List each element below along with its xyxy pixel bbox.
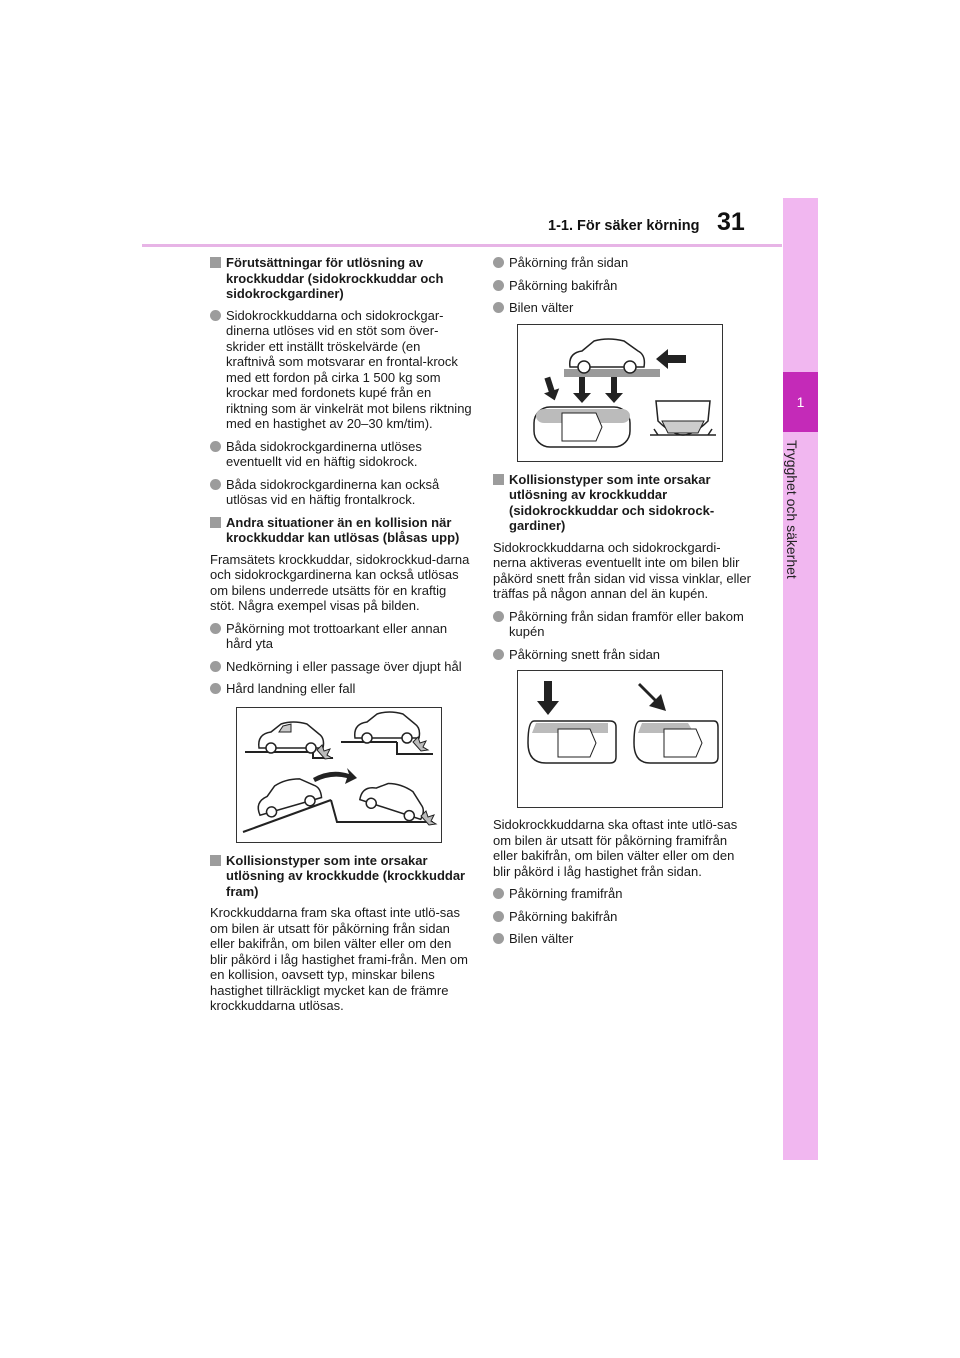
circle-bullet-icon — [210, 661, 221, 672]
list-item: Påkörning mot trottoarkant eller annan hård yta — [210, 621, 472, 652]
list-item: Påkörning bakifrån — [493, 278, 753, 294]
list-item: Sidokrockkuddarna och sidokrockgar-dinerna utlöses vid en stöt som över-skrider ett inställt tröskelvärde (en kraftnivå som motsvarar en frontal-krock med ett fordon på cirka 1 500 kg som krockar med fordonets kupé från en riktning som är vinkelrät mot bilens riktning med en hastighet av 20–30 km/tim). — [210, 308, 472, 432]
chapter-number-box[interactable] — [783, 372, 818, 432]
chapter-number: 1 — [796, 394, 805, 410]
square-bullet-icon — [210, 517, 221, 528]
right-column — [493, 255, 753, 954]
list-item: Nedkörning i eller passage över djupt hål — [210, 659, 472, 675]
list-item: Påkörning snett från sidan — [493, 647, 753, 663]
circle-bullet-icon — [210, 683, 221, 694]
car-top-view-icon — [528, 721, 616, 763]
page-number: 31 — [717, 208, 745, 236]
chapter-label: Trygghet och säkerhet — [784, 440, 800, 579]
paragraph: Krockkuddarna fram ska oftast inte utlö-sas om bilen är utsatt för påkörning från sidan eller bakifrån, om bilen välter eller om den blir påkörd i låg hastighet frami-från. Men om en kollision, oavsett typ, minskar bilens hastighet tillräckligt mycket kan de främre krockkuddarna utlösas. — [210, 905, 468, 1013]
car-rollover-icon — [650, 401, 716, 435]
section-heading: Andra situationer än en kollision när krockkuddar kan utlösas (blåsas upp) — [210, 515, 472, 546]
list-item: Bilen välter — [493, 300, 753, 316]
arrow-left-icon — [656, 349, 686, 369]
circle-bullet-icon — [493, 911, 504, 922]
circle-bullet-icon — [493, 302, 504, 313]
list-item: Bilen välter — [493, 931, 753, 947]
list-item: Påkörning bakifrån — [493, 909, 753, 925]
circle-bullet-icon — [493, 257, 504, 268]
square-bullet-icon — [493, 474, 504, 485]
list-item: Påkörning från sidan — [493, 255, 753, 271]
circle-bullet-icon — [210, 623, 221, 634]
circle-bullet-icon — [493, 611, 504, 622]
left-column — [210, 255, 472, 1021]
list-item: Påkörning från sidan framför eller bakom kupén — [493, 609, 753, 640]
list-item: Hård landning eller fall — [210, 681, 472, 697]
circle-bullet-icon — [493, 649, 504, 660]
car-icon — [355, 712, 420, 743]
car-icon — [570, 339, 645, 373]
car-icon — [253, 772, 324, 820]
section-heading: Förutsättningar för utlösning av krockkuddar (sidokrockkuddar och sidokrockgardiner) — [210, 255, 472, 302]
arrow-down-icon — [605, 377, 623, 403]
arrow-down-icon — [573, 377, 591, 403]
square-bullet-icon — [210, 855, 221, 866]
car-top-view-icon — [534, 407, 630, 447]
arrow-down-icon — [537, 681, 559, 715]
arrow-down-icon — [540, 375, 563, 403]
side-rear-rollover-illustration — [517, 324, 723, 462]
car-top-view-icon — [634, 721, 718, 763]
circle-bullet-icon — [210, 441, 221, 452]
section-heading: Kollisionstyper som inte orsakar utlösning av krockkuddar (sidokrockkuddar och sidokrock-gardiner) — [493, 472, 753, 534]
oblique-impact-illustration — [517, 670, 723, 808]
list-item: Båda sidokrockgardinerna utlöses eventuellt vid en häftig sidokrock. — [210, 439, 472, 470]
paragraph: Sidokrockkuddarna ska oftast inte utlö-sas om bilen är utsatt för påkörning framifrån eller bakifrån, om bilen välter eller om den blir påkörd i låg hastighet från sidan. — [493, 817, 738, 879]
section-title: 1-1. För säker körning — [548, 218, 700, 234]
car-icon — [358, 774, 429, 823]
paragraph: Sidokrockkuddarna och sidokrockgardi-nerna aktiveras eventuellt inte om bilen blir påkörd snett från sidan vid vissa vinklar, eller träffas på någon annan del än kupén. — [493, 539, 751, 601]
paragraph: Framsätets krockkuddar, sidokrockkud-darna och sidokrockgardinerna kan också utlösas om bilens underrede utsätts för en kraftig stöt. Några exempel visas på bilden. — [210, 551, 470, 613]
square-bullet-icon — [210, 257, 221, 268]
arrow-diagonal-icon — [638, 683, 666, 711]
circle-bullet-icon — [493, 888, 504, 899]
car-icon — [259, 722, 324, 753]
section-heading: Kollisionstyper som inte orsakar utlösning av krockkudde (krockkuddar fram) — [210, 853, 472, 900]
header-rule — [142, 244, 782, 247]
circle-bullet-icon — [210, 479, 221, 490]
list-item: Båda sidokrockgardinerna kan också utlösas vid en häftig frontalkrock. — [210, 477, 472, 508]
circle-bullet-icon — [210, 310, 221, 321]
circle-bullet-icon — [493, 933, 504, 944]
undercarriage-impact-illustration — [236, 707, 442, 843]
side-tab — [783, 198, 818, 1160]
circle-bullet-icon — [493, 280, 504, 291]
list-item: Påkörning framifrån — [493, 886, 753, 902]
